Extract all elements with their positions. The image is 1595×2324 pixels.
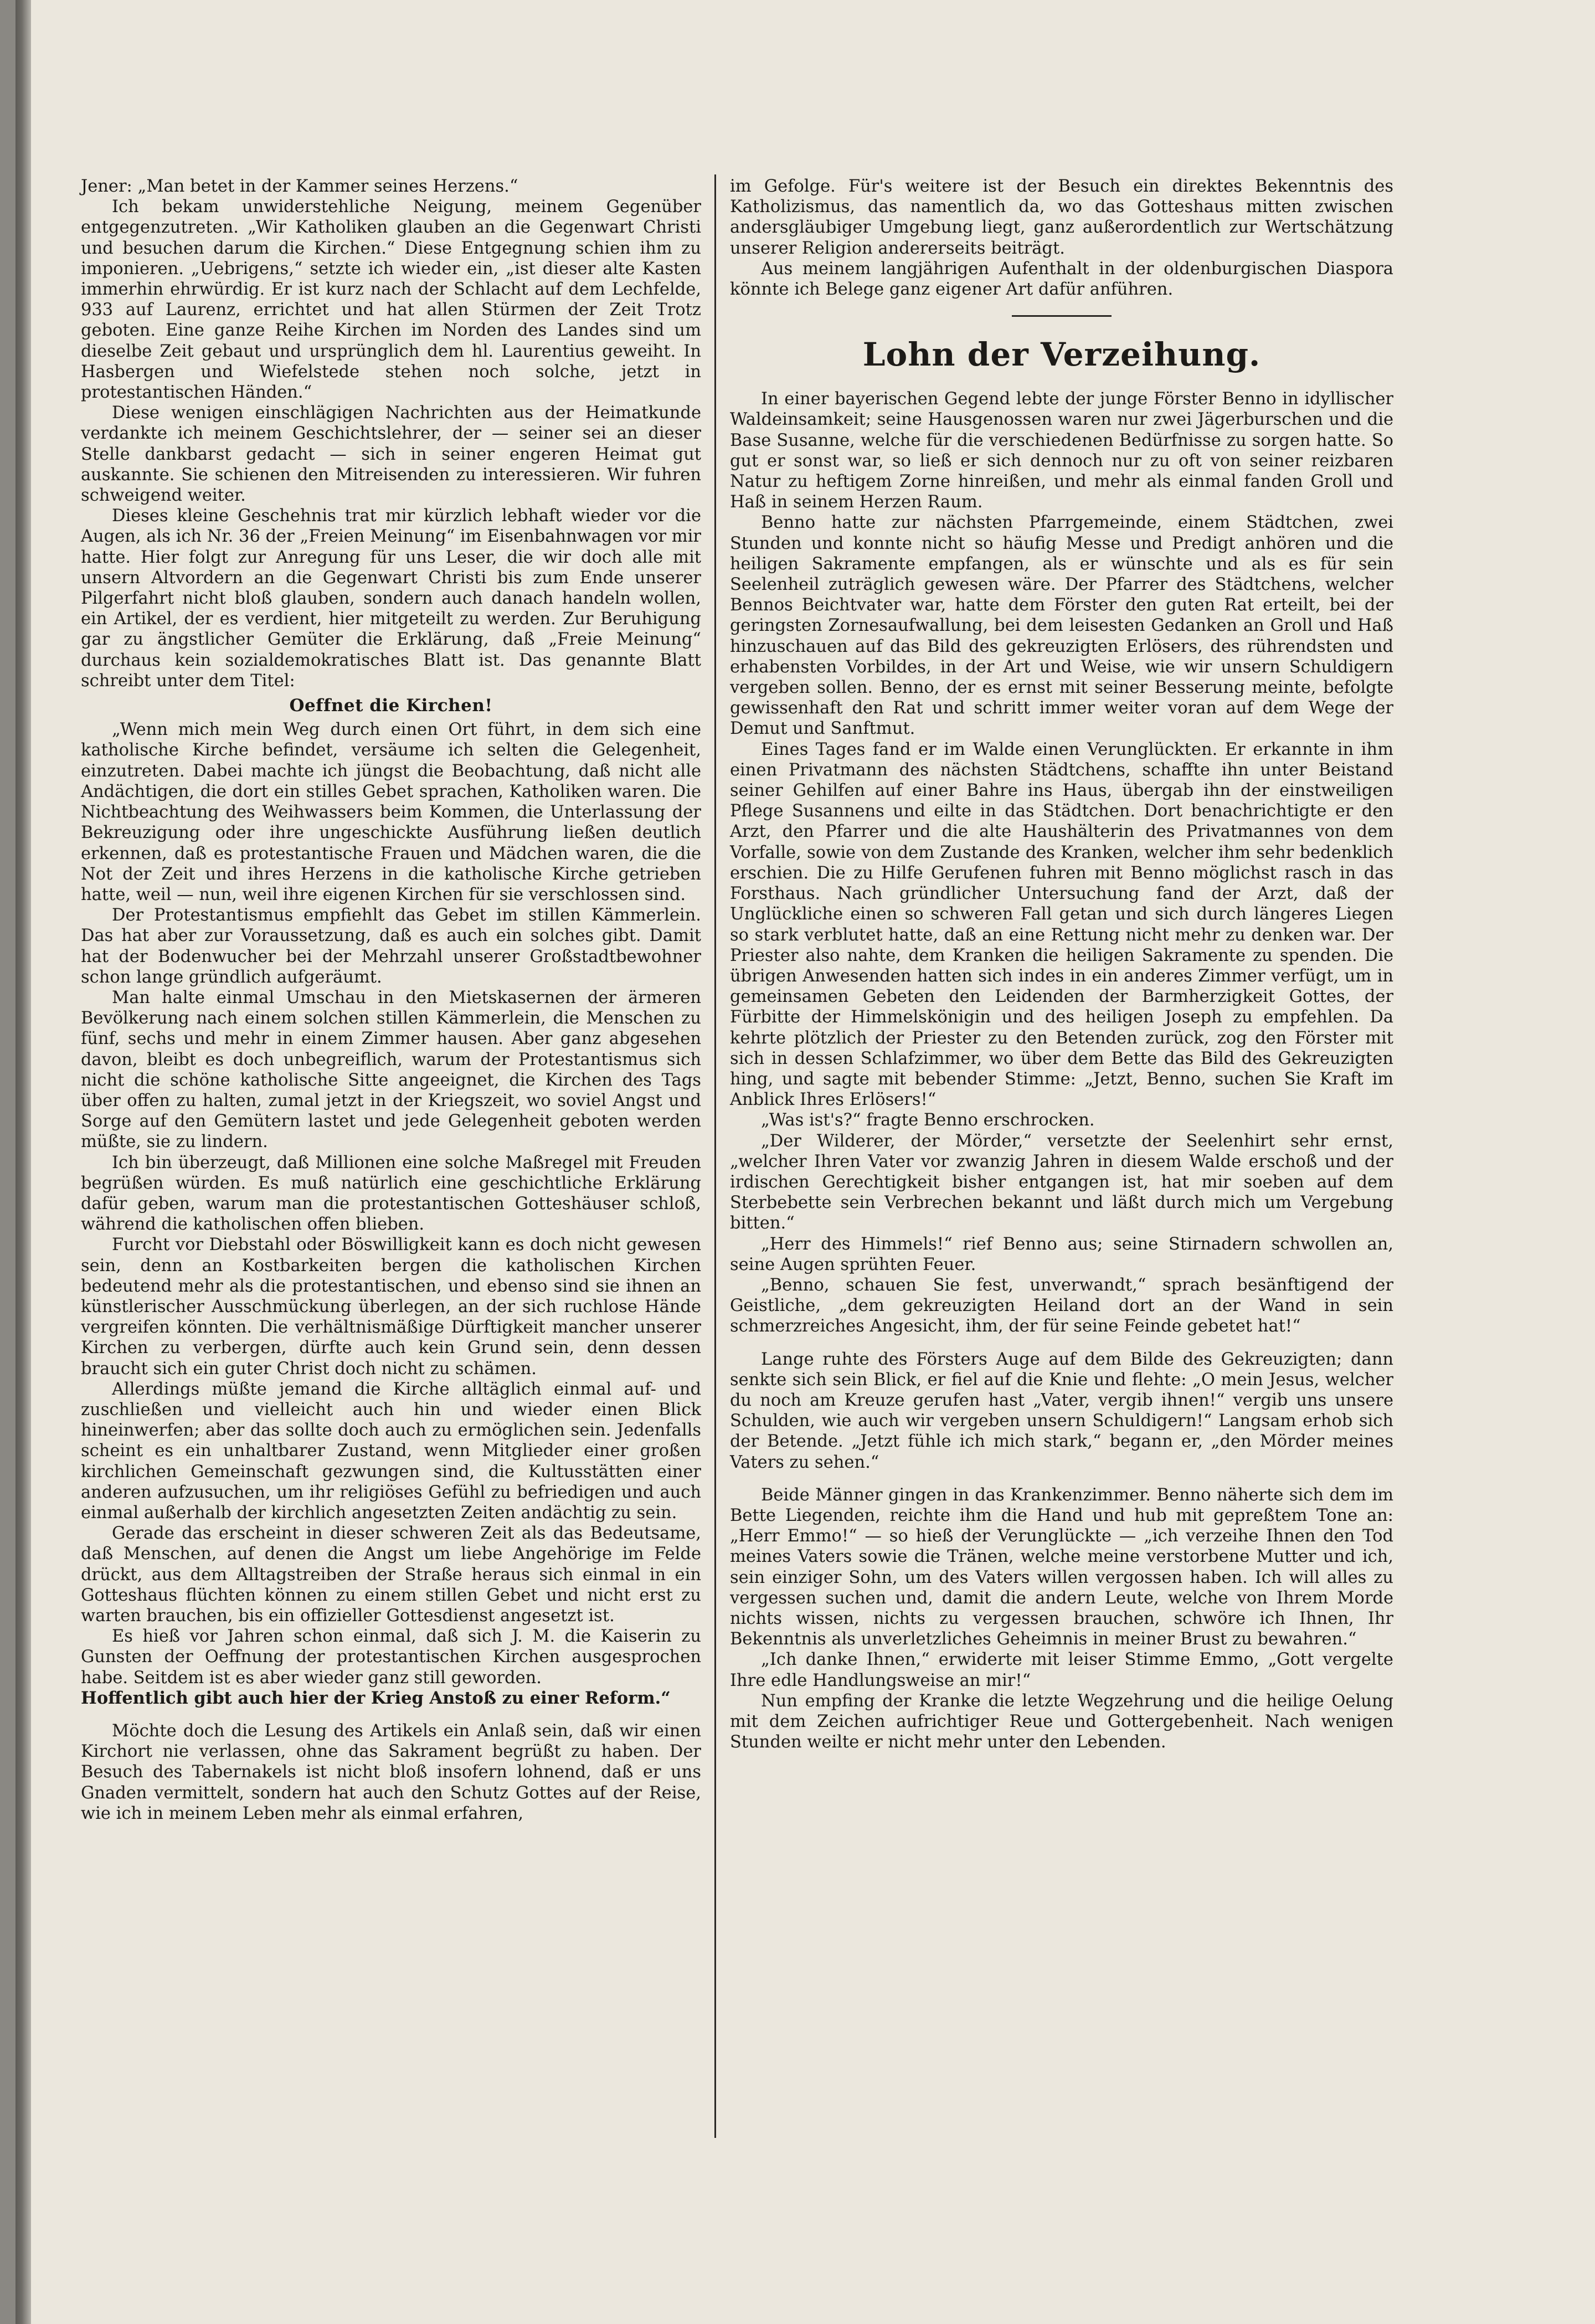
paragraph: „Wenn mich mein Weg durch einen Ort führt, in dem sich eine katholische Kirche befindet, versäume ich selten die Gelegenheit, einzutreten. Dabei machte ich jüngst die Beobachtung, daß nicht alle Andächtigen, die dort ein stilles Gebet sprachen, Katholiken waren. Die Nichtbeachtung des Weihwassers beim Kommen, die Unterlassung der Bekreuzigung oder ihre ungeschickte Ausführung ließen deutlich erkennen, daß es protestantische Frauen und Mädchen waren, die die Not der Zeit und ihres Herzens in die katholische Kirche getrieben hatte, weil — nun, weil ihre eigenen Kirchen für sie verschlossen sind.: [81, 720, 701, 904]
paragraph: Diese wenigen einschlägigen Nachrichten aus der Heimatkunde verdankte ich meinem Geschichtslehrer, der — seiner sei an dieser Stelle dankbarst gedacht — sich in seiner engeren Heimat gut auskannte. Sie schienen den Mitreisenden zu interessieren. Wir fuhren schweigend weiter.: [81, 403, 701, 506]
paragraph: Allerdings müßte jemand die Kirche alltäglich einmal auf- und zuschließen und vielleicht auch hin und wieder einen Blick hineinwerfen; aber das sollte doch auch zu ermöglichen sein. Jedenfalls scheint es ein unhaltbarer Zustand, wenn Mitglieder einer großen kirchlichen Gemeinschaft gezwungen sind, die Kultusstätten einer anderen aufzusuchen, um ihr religiöses Gefühl zu befriedigen und auch einmal außerhalb der kirchlich angesetzten Zeiten andächtig zu sein.: [81, 1379, 701, 1523]
paragraph: Hoffentlich gibt auch hier der Krieg Anstoß zu einer Reform.“: [81, 1688, 671, 1708]
paragraph: „Ich danke Ihnen,“ erwiderte mit leiser Stimme Emmo, „Gott vergelte Ihre edle Handlungsweise an mir!“: [730, 1650, 1393, 1690]
paragraph: Dieses kleine Geschehnis trat mir kürzlich lebhaft wieder vor die Augen, als ich Nr. 36 der „Freien Meinung“ im Eisenbahnwagen vor mir hatte. Hier folgt zur Anregung für uns Leser, die wir doch alle mit unsern Altvordern an die Gegenwart Christi bis zum Ende unserer Pilgerfahrt nicht bloß glauben, sondern auch danach handeln wollen, ein Artikel, der es verdient, hier mitgeteilt zu werden. Zur Beruhigung gar zu ängstlicher Gemüter die Erklärung, daß „Freie Meinung“ durchaus kein sozialdemokratisches Blatt ist. Das genannte Blatt schreibt unter dem Titel:: [81, 506, 701, 691]
paragraph: „Benno, schauen Sie fest, unverwandt,“ sprach besänftigend der Geistliche, „dem gekreuzigten Heiland dort an der Wand in sein schmerzreiches Angesicht, ihm, der für seine Feinde gebetet hat!“: [730, 1275, 1393, 1336]
paragraph: Der Protestantismus empfiehlt das Gebet im stillen Kämmerlein. Das hat aber zur Voraussetzung, daß es auch ein solches gibt. Damit hat der Bodenwucher bei der Mehrzahl unserer Großstadtbewohner schon lange gründlich aufgeräumt.: [81, 906, 701, 987]
paragraph: Lange ruhte des Försters Auge auf dem Bilde des Gekreuzigten; dann senkte sich sein Blick, er fiel auf die Knie und flehte: „O mein Jesus, welcher du noch am Kreuze gerufen hast „Vater, vergib ihnen!“ vergib uns unsere Schulden, wie auch wir vergeben unsern Schuldigern!“ Langsam erhob sich der Betende. „Jetzt fühle ich mich stark,“ begann er, „den Mörder meines Vaters zu sehen.“: [730, 1349, 1393, 1472]
section-rule: [1012, 315, 1112, 317]
paragraph: „Herr des Himmels!“ rief Benno aus; seine Stirnadern schwollen an, seine Augen sprühten Feuer.: [730, 1234, 1393, 1274]
paragraph: In einer bayerischen Gegend lebte der junge Förster Benno in idyllischer Waldeinsamkeit; seine Hausgenossen waren nur zwei Jägerburschen und die Base Susanne, welche für die verschiedenen Bedürfnisse zu sorgen hatte. So gut er sonst war, so ließ er sich dennoch nur zu oft von seiner reizbaren Natur zu heftigem Zorne hinreißen, und mehr als einmal fanden Groll und Haß in seinem Herzen Raum.: [730, 389, 1393, 512]
paragraph: „Der Wilderer, der Mörder,“ versetzte der Seelenhirt sehr ernst, „welcher Ihren Vater vor zwanzig Jahren in diesem Walde erschoß und der irdischen Gerechtigkeit bisher entgangen ist, hat mir soeben auf dem Sterbebette sein Verbrechen bekannt und läßt durch mich um Vergebung bitten.“: [730, 1131, 1393, 1233]
article-subheading: Oeffnet die Kirchen!: [289, 696, 493, 716]
paragraph: Eines Tages fand er im Walde einen Verunglückten. Er erkannte in ihm einen Privatmann des nächsten Städtchens, schaffte ihn unter Beistand seiner Gehilfen auf einer Bahre ins Haus, übergab ihn der einstweiligen Pflege Susannens und eilte in das Städtchen. Dort benachrichtigte er den Arzt, den Pfarrer und die alte Haushälterin des Privatmannes von dem Vorfalle, sowie von dem Zustande des Kranken, welcher ihm sehr bedenklich erschien. Die zu Hilfe Gerufenen fuhren mit Benno möglichst rasch in das Forsthaus. Nach gründlicher Untersuchung fand der Arzt, daß der Unglückliche einen so schweren Fall getan und sich durch längeres Liegen so stark verblutet hatte, daß an eine Rettung nicht mehr zu denken war. Der Priester also nahte, dem Kranken die heiligen Sakramente zu spenden. Die übrigen Anwesenden hatten sich indes in ein anderes Zimmer verfügt, um in gemeinsamen Gebeten den Leidenden der Barmherzigkeit Gottes, der Fürbitte der Himmelskönigin und des heiligen Joseph zu empfehlen. Da kehrte plötzlich der Priester zu den Betenden zurück, zog den Förster mit sich in dessen Schlafzimmer, wo über dem Bette das Bild des Gekreuzigten hing, und sagte mit bebender Stimme: „Jetzt, Benno, suchen Sie Kraft im Anblick Ihres Erlösers!“: [730, 739, 1393, 1110]
paragraph: „Was ist's?“ fragte Benno erschrocken.: [761, 1110, 1095, 1130]
paragraph-gap: [730, 1337, 1393, 1349]
paragraph: Jener: „Man betet in der Kammer seines Herzens.“: [81, 177, 518, 196]
paragraph: Man halte einmal Umschau in den Mietskasernen der ärmeren Bevölkerung nach einem solchen stillen Kämmerlein, die Menschen zu fünf, sechs und mehr in einem Zimmer hausen. Aber ganz abgesehen davon, bleibt es doch unbegreiflich, warum der Protestantismus sich nicht die schöne katholische Sitte angeeignet, die Kirchen des Tags über offen zu halten, zumal jetzt in der Kriegszeit, wo soviel Angst und Sorge auf den Gemütern lastet und jede Gelegenheit geboten werden müßte, sie zu lindern.: [81, 988, 701, 1152]
paragraph-gap: [730, 1473, 1393, 1485]
paragraph: Ich bin überzeugt, daß Millionen eine solche Maßregel mit Freuden begrüßen würden. Es muß natürlich eine geschichtliche Erklärung dafür geben, warum man die protestantischen Gotteshäuser schloß, während die katholischen offen blieben.: [81, 1153, 701, 1235]
column-divider: [714, 174, 716, 2138]
left-column: [81, 176, 701, 1824]
paragraph: Furcht vor Diebstahl oder Böswilligkeit kann es doch nicht gewesen sein, denn an Kostbarkeiten bergen die katholischen Kirchen bedeutend mehr als die protestantischen, und ebenso sind sie ihnen an künstlerischer Ausschmückung überlegen, an der sich ruchlose Hände vergreifen könnten. Die verhältnismäßige Dürftigkeit mancher unserer Kirchen zu verbergen, dürfte auch kein Grund sein, denn dessen braucht sich ein guter Christ doch nicht zu schämen.: [81, 1235, 701, 1379]
paragraph: Nun empfing der Kranke die letzte Wegzehrung und die heilige Oelung mit dem Zeichen aufrichtiger Reue und Gottergebenheit. Nach wenigen Stunden weilte er nicht mehr unter den Lebenden.: [730, 1691, 1393, 1752]
page-binding-edge: [16, 0, 31, 2324]
paragraph: Möchte doch die Lesung des Artikels ein Anlaß sein, daß wir einen Kirchort nie verlassen, ohne das Sakrament begrüßt zu haben. Der Besuch des Tabernakels ist nicht bloß insofern lohnend, daß er uns Gnaden vermittelt, sondern hat auch den Schutz Gottes auf der Reise, wie ich in meinem Leben mehr als einmal erfahren,: [81, 1721, 701, 1823]
paragraph: Beide Männer gingen in das Krankenzimmer. Benno näherte sich dem im Bette Liegenden, reichte ihm die Hand und hub mit gepreßtem Tone an: „Herr Emmo!“ — so hieß der Verunglückte — „ich verzeihe Ihnen den Tod meines Vaters sowie die Tränen, welche meine verstorbene Mutter und ich, sein einziger Sohn, um des Vaters willen vergossen haben. Ich will alles zu vergessen suchen und, damit die andern Leute, welche von Ihrem Morde nichts wissen, nichts zu vergessen brauchen, schwöre ich Ihnen, Ihr Bekenntnis als unverletzliches Geheimnis in meiner Brust zu bewahren.“: [730, 1485, 1393, 1649]
paragraph: im Gefolge. Für's weitere ist der Besuch ein direktes Bekenntnis des Katholizismus, das namentlich da, wo das Gotteshaus mitten zwischen andersgläubiger Umgebung liegt, ganz außerordentlich zur Wertschätzung unserer Religion andererseits beiträgt.: [730, 177, 1393, 258]
paragraph: Gerade das erscheint in dieser schweren Zeit als das Bedeutsame, daß Menschen, auf denen die Angst um liebe Angehörige im Felde drückt, aus dem Alltagstreiben der Straße heraus sich einmal in ein Gotteshaus flüchten können zu einem stillen Gebet und nicht erst zu warten brauchen, bis ein offizieller Gottesdienst angesetzt ist.: [81, 1524, 701, 1626]
paragraph: Aus meinem langjährigen Aufenthalt in der oldenburgischen Diaspora könnte ich Belege ganz eigener Art dafür anführen.: [730, 259, 1393, 300]
story-headline: Lohn der Verzeihung.: [862, 336, 1261, 374]
paragraph-gap: [81, 1709, 701, 1721]
paragraph: Es hieß vor Jahren schon einmal, daß sich J. M. die Kaiserin zu Gunsten der Oeffnung der protestantischen Kirchen ausgesprochen habe. Seitdem ist es aber wieder ganz still geworden.: [81, 1627, 701, 1688]
paragraph: Benno hatte zur nächsten Pfarrgemeinde, einem Städtchen, zwei Stunden und konnte nicht so häufig Messe und Predigt anhören und die heiligen Sakramente empfangen, als er wünschte und als es für sein Seelenheil zuträglich gewesen wäre. Der Pfarrer des Städtchens, welcher Bennos Beichtvater war, hatte dem Förster den guten Rat erteilt, bei der geringsten Zornesaufwallung, bei dem leisesten Gedanken an Groll und Haß hinzuschauen auf das Bild des gekreuzigten Erlösers, des rührendsten und erhabensten Vorbildes, in der Art und Weise, wie wir unsern Schuldigern vergeben sollen. Benno, der es ernst mit seiner Besserung meinte, befolgte gewissenhaft den Rat und schritt immer weiter voran auf dem Wege der Demut und Sanftmut.: [730, 513, 1393, 739]
newspaper-page: [16, 0, 1595, 2324]
right-column: [730, 176, 1393, 1752]
paragraph: Ich bekam unwiderstehliche Neigung, meinem Gegenüber entgegenzutreten. „Wir Katholiken glauben an die Gegenwart Christi und besuchen darum die Kirchen.“ Diese Entgegnung schien ihm zu imponieren. „Uebrigens,“ setzte ich wieder ein, „ist dieser alte Kasten immerhin ehrwürdig. Er ist kurz nach der Schlacht auf dem Lechfelde, 933 auf Laurenz, errichtet und hat allen Stürmen der Zeit Trotz geboten. Eine ganze Reihe Kirchen im Norden des Landes sind um dieselbe Zeit gebaut und ursprünglich dem hl. Laurentius geweiht. In Hasbergen und Wiefelstede stehen noch solche, jetzt in protestantischen Händen.“: [81, 197, 701, 403]
